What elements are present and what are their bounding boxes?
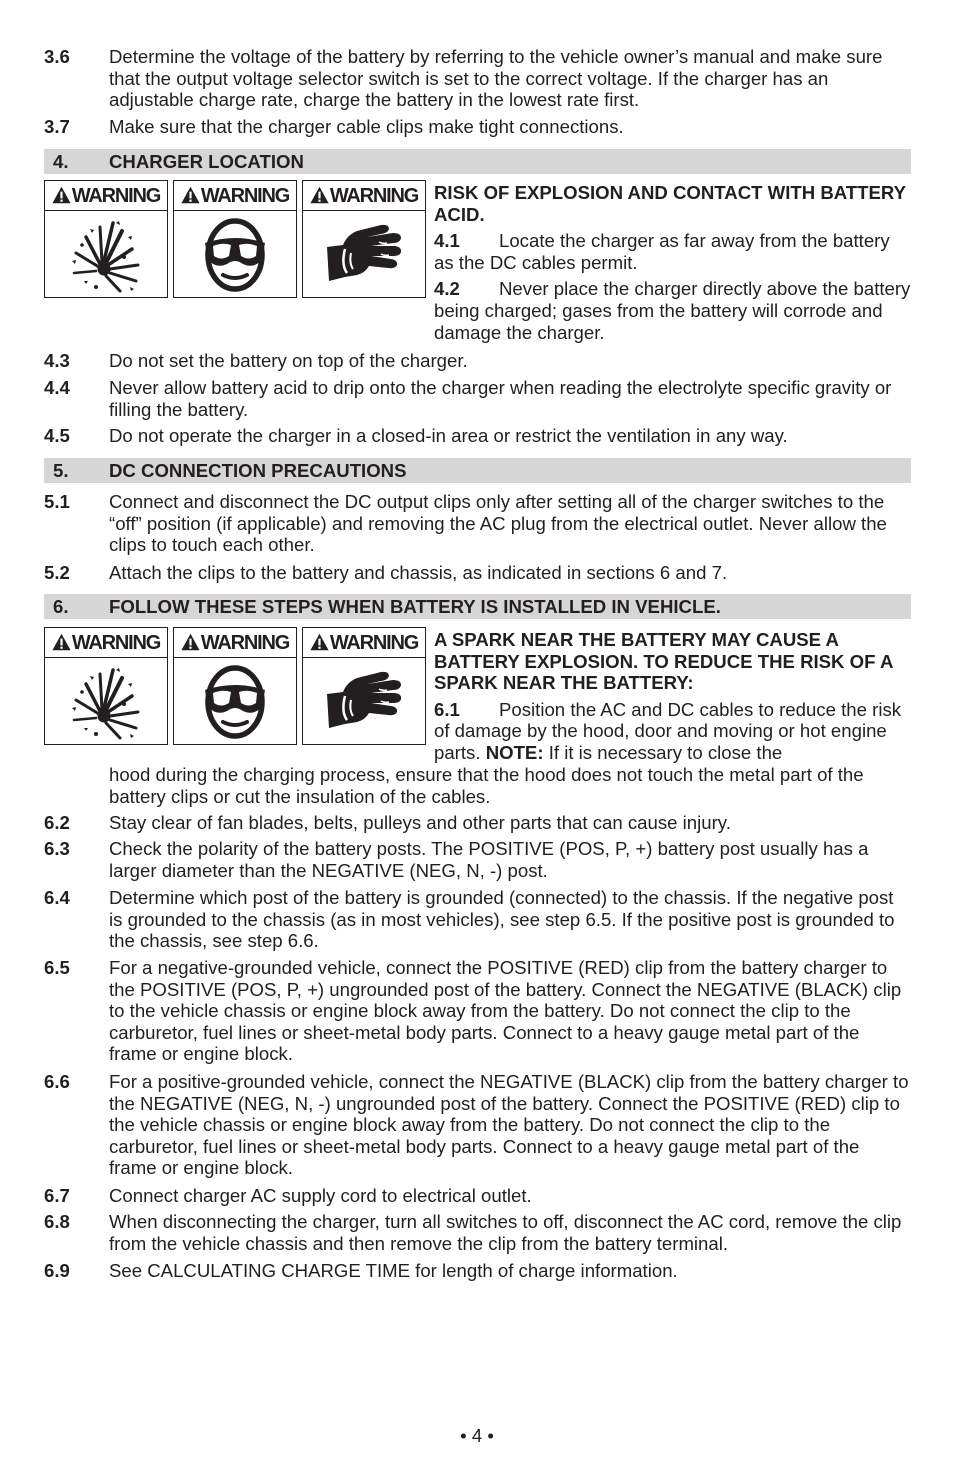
item-number: 6.2 [44, 812, 70, 833]
item-text: Check the polarity of the battery posts. The POSITIVE (POS, P, +) battery post usually has a larger diameter than the NEGATIVE (NEG, N, -) post. [109, 838, 869, 881]
section-header-charger-location [44, 149, 911, 174]
item-number: 6.3 [44, 838, 70, 859]
section-title: DC CONNECTION PRECAUTIONS [109, 460, 407, 481]
item-number: 6.4 [44, 887, 70, 908]
warning-triangle-icon [181, 633, 200, 651]
list-item-3-7 [44, 116, 912, 138]
item-text: When disconnecting the charger, turn all switches to off, disconnect the AC cord, remove the clip from the vehicle chassis and then remove the clip from the battery terminal. [109, 1211, 902, 1254]
rubber-glove-icon [321, 215, 407, 295]
item-text: For a positive-grounded vehicle, connect the NEGATIVE (BLACK) clip from the battery charger to the NEGATIVE (NEG, N, -) ungrounded post of the battery. Connect the POSITIVE (RED) clip to the vehicle chassis or engine block away from the battery. Do not connect the clip to the carburetor, fuel lines or sheet-metal body parts. Connect to a heavy gauge metal part of the frame or engine block. [109, 1071, 909, 1179]
warning-triangle-icon [52, 186, 71, 204]
item-number: 3.7 [44, 116, 70, 137]
item-number: 6.6 [44, 1071, 70, 1092]
warning-triangle-icon [52, 633, 71, 651]
section-title: FOLLOW THESE STEPS WHEN BATTERY IS INSTALLED IN VEHICLE. [109, 596, 721, 617]
list-item-4-2 [434, 278, 912, 343]
item-text: Connect charger AC supply cord to electrical outlet. [109, 1185, 532, 1206]
section-title: CHARGER LOCATION [109, 151, 304, 172]
list-item-6-5 [44, 957, 912, 1065]
item-text: Never place the charger directly above the battery being charged; gases from the battery will corrode and damage the charger. [434, 278, 911, 343]
item-number: 4.2 [434, 278, 460, 300]
risk-heading: A SPARK NEAR THE BATTERY MAY CAUSE A BATTERY EXPLOSION. TO REDUCE THE RISK OF A SPARK NEAR THE BATTERY: [434, 629, 893, 694]
list-item-6-9 [44, 1260, 912, 1282]
list-item-6-1 [434, 699, 912, 764]
note-label: NOTE: [485, 741, 544, 763]
warning-text-block [434, 182, 912, 343]
warning-labels-row [44, 180, 428, 298]
item-text: See CALCULATING CHARGE TIME for length of charge information. [109, 1260, 678, 1281]
section-number: 4. [53, 151, 69, 172]
warning-triangle-icon [310, 186, 329, 204]
item-text: Do not operate the charger in a closed-in area or restrict the ventilation in any way. [109, 425, 788, 446]
section-number: 6. [53, 596, 69, 617]
section-header-battery-in-vehicle [44, 594, 911, 619]
warning-triangle-icon [181, 186, 200, 204]
item-text: Attach the clips to the battery and chassis, as indicated in sections 6 and 7. [109, 562, 728, 583]
warning-label-goggles [173, 180, 297, 298]
item-text: Position the AC and DC cables to reduce the risk of damage by the hood, door and moving or hot engine parts. [434, 698, 902, 763]
item-number: 4.4 [44, 377, 70, 398]
list-item-4-3 [44, 350, 912, 372]
explosion-icon [66, 215, 146, 295]
item-text: Never allow battery acid to drip onto the charger when reading the electrolyte specific gravity or filling the battery. [109, 377, 892, 420]
item-text: Stay clear of fan blades, belts, pulleys and other parts that can cause injury. [109, 812, 731, 833]
list-item-6-1-continued [44, 764, 912, 807]
warning-label-goggles [173, 627, 297, 745]
section-header-dc-connection [44, 458, 911, 483]
item-number: 4.5 [44, 425, 70, 446]
warning-triangle-icon [310, 633, 329, 651]
item-text: Determine the voltage of the battery by referring to the vehicle owner’s manual and make sure that the output voltage selector switch is set to the correct voltage. If the charger has an adjustable charge rate, charge the battery in the lowest rate first. [109, 46, 883, 111]
safety-goggles-icon [195, 662, 275, 742]
warning-word: WARNING [71, 185, 161, 207]
warning-label-explosion [44, 180, 168, 298]
section-number: 5. [53, 460, 69, 481]
warning-label-gloves [302, 180, 426, 298]
item-number: 6.7 [44, 1185, 70, 1206]
list-item-6-4 [44, 887, 912, 952]
warning-word: WARNING [71, 632, 161, 654]
list-item-6-3 [44, 838, 912, 881]
item-text: For a negative-grounded vehicle, connect the POSITIVE (RED) clip from the battery charger to the POSITIVE (POS, P, +) ungrounded post of the battery. Connect the NEGATIVE (BLACK) clip to the vehicle chassis or engine block away from the battery. Do not connect the clip to the carburetor, fuel lines or sheet-metal body parts. Connect to a heavy gauge metal part of the frame or engine block. [109, 957, 902, 1065]
list-item-5-2 [44, 562, 912, 584]
warning-word: WARNING [200, 632, 290, 654]
item-number: 5.1 [44, 491, 70, 512]
page-number: • 4 • [460, 1425, 494, 1446]
list-item-4-1 [434, 230, 912, 273]
list-item-5-1 [44, 491, 912, 556]
item-number: 4.3 [44, 350, 70, 371]
list-item-6-7 [44, 1185, 912, 1207]
warning-label-gloves [302, 627, 426, 745]
warning-labels-row [44, 627, 428, 745]
list-item-6-6 [44, 1071, 912, 1179]
item-number: 5.2 [44, 562, 70, 583]
warning-word: WARNING [329, 185, 419, 207]
item-number: 6.8 [44, 1211, 70, 1232]
warning-word: WARNING [200, 185, 290, 207]
list-item-3-6 [44, 46, 912, 111]
item-text: Connect and disconnect the DC output clips only after setting all of the charger switches to the “off” position (if applicable) and removing the AC plug from the electrical outlet. Never allow the clips to touch each other. [109, 491, 887, 556]
item-number: 6.1 [434, 698, 460, 720]
list-item-6-2 [44, 812, 912, 834]
warning-label-explosion [44, 627, 168, 745]
safety-goggles-icon [195, 215, 275, 295]
explosion-icon [66, 662, 146, 742]
item-text: Make sure that the charger cable clips make tight connections. [109, 116, 624, 137]
item-text: Do not set the battery on top of the charger. [109, 350, 468, 371]
list-item-4-4 [44, 377, 912, 420]
warning-text-block [434, 629, 912, 764]
rubber-glove-icon [321, 662, 407, 742]
list-item-6-8 [44, 1211, 912, 1254]
warning-word: WARNING [329, 632, 419, 654]
item-text: hood during the charging process, ensure that the hood does not touch the metal part of the battery clips or cut the insulation of the cables. [109, 764, 864, 807]
list-item-4-5 [44, 425, 912, 447]
item-number: 3.6 [44, 46, 70, 67]
item-number: 6.5 [44, 957, 70, 978]
item-text: Determine which post of the battery is grounded (connected) to the chassis. If the negative post is grounded to the chassis (as in most vehicles), see step 6.5. If the positive post is grounded to the chassis, see step 6.6. [109, 887, 895, 952]
item-number: 6.9 [44, 1260, 70, 1281]
risk-heading: RISK OF EXPLOSION AND CONTACT WITH BATTERY ACID. [434, 182, 906, 225]
item-number: 4.1 [434, 230, 460, 252]
item-text: If it is necessary to close the [548, 741, 783, 763]
item-text: Locate the charger as far away from the battery as the DC cables permit. [434, 230, 890, 273]
